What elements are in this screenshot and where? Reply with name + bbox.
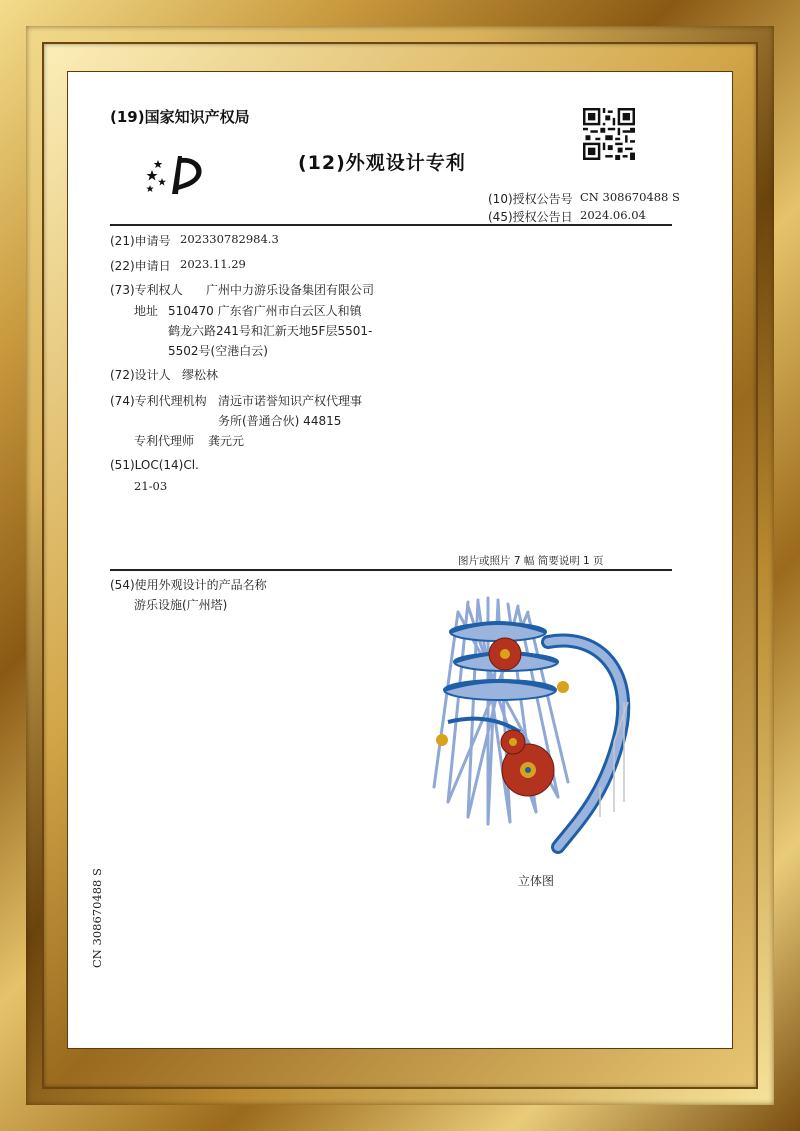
agency-line-2: 务所(普通合伙) 44815	[218, 414, 342, 428]
agency-line-1: 清远市诺誉知识产权代理事	[218, 394, 363, 408]
address-line-1: 510470 广东省广州市白云区人和镇	[168, 304, 362, 318]
patent-document	[68, 72, 732, 1048]
app-date-value: 2023.11.29	[180, 257, 246, 271]
qr-code-icon	[583, 108, 635, 160]
side-patent-number: CN 308670488 S	[90, 868, 104, 968]
cnipa-logo-icon	[142, 150, 214, 200]
agency-label: (74)专利代理机构	[110, 394, 207, 408]
patentee-value: 广州中力游乐设备集团有限公司	[206, 283, 375, 297]
loc-label: (51)LOC(14)Cl.	[110, 458, 199, 472]
app-date-label: (22)申请日	[110, 259, 171, 273]
product-label: (54)使用外观设计的产品名称	[110, 578, 267, 592]
document-type-title: (12)外观设计专利	[298, 152, 466, 174]
pub-number-label: (10)授权公告号	[488, 192, 573, 206]
amusement-tower-figure	[428, 592, 648, 862]
app-number-label: (21)申请号	[110, 234, 171, 248]
pub-date-label: (45)授权公告日	[488, 210, 573, 224]
figure-caption: 立体图	[518, 874, 555, 888]
address-label: 地址	[134, 304, 159, 318]
agent-label: 专利代理师	[134, 434, 195, 448]
patentee-label: (73)专利权人	[110, 283, 183, 297]
address-line-2: 鹤龙六路241号和汇新天地5F层5501-	[168, 324, 373, 338]
image-count-summary: 图片或照片 7 幅 简要说明 1 页	[458, 555, 604, 567]
app-number-value: 202330782984.3	[180, 232, 279, 246]
product-name: 游乐设施(广州塔)	[134, 598, 228, 612]
header-divider	[110, 224, 672, 226]
designer-value: 缪松林	[182, 368, 219, 382]
product-divider	[110, 569, 672, 571]
pub-date-value: 2024.06.04	[580, 208, 646, 222]
loc-value: 21-03	[134, 479, 168, 493]
office-name: (19)国家知识产权局	[110, 108, 250, 126]
agent-value: 龚元元	[208, 434, 245, 448]
pub-number-value: CN 308670488 S	[580, 190, 680, 204]
designer-label: (72)设计人	[110, 368, 171, 382]
address-line-3: 5502号(空港白云)	[168, 344, 268, 358]
